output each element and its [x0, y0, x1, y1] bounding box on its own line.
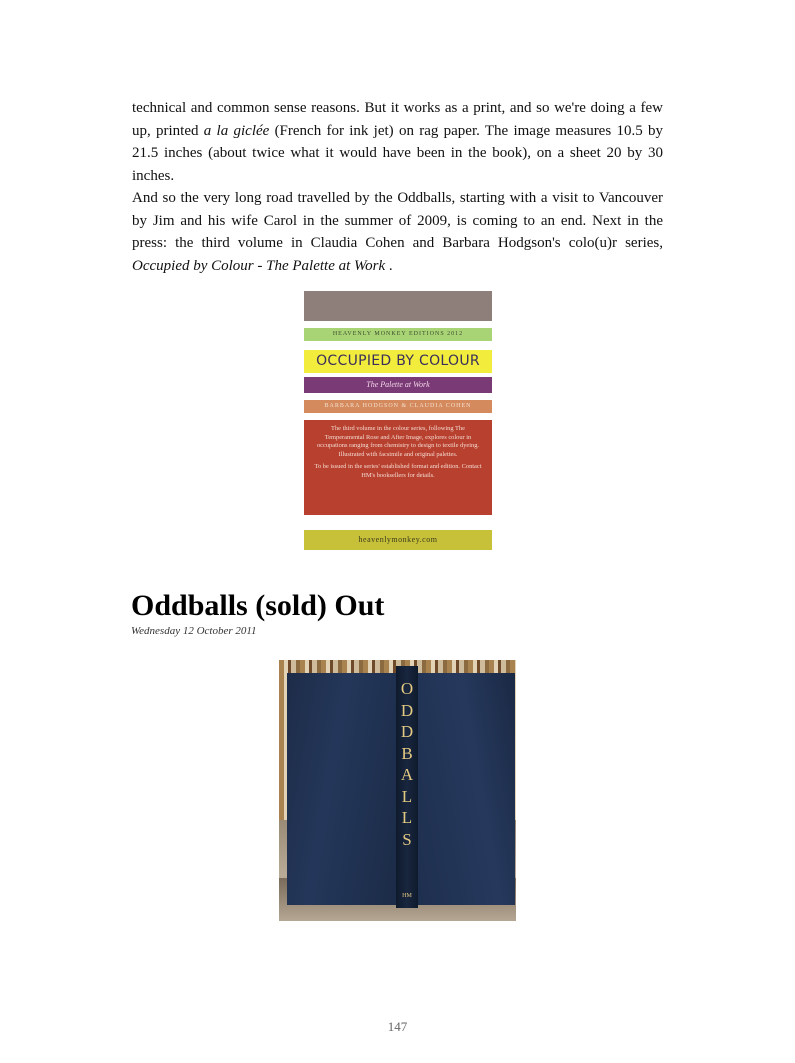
post-title: Oddballs (sold) Out — [131, 589, 385, 622]
book-spine — [396, 666, 418, 908]
spine-letter: L — [401, 786, 413, 806]
cover-band-grey — [304, 291, 492, 321]
p1-emphasis: a la giclée — [203, 122, 270, 139]
cover-authors: BARBARA HODGSON & CLAUDIA COHEN — [324, 403, 472, 409]
page-number: 147 — [387, 1019, 408, 1034]
cover-band-red — [304, 420, 492, 515]
cover-band-orange — [304, 400, 492, 413]
spine-letter: S — [402, 829, 412, 849]
cover-publisher-line: HEAVENLY MONKEY EDITIONS 2012 — [332, 331, 464, 337]
spine-letter: O — [400, 679, 414, 698]
cover-blurb-1: The third volume in the colour series, following The Temperamental Rose and After Image, explores colour in occupations ranging from chemistry to design to textile dyeing. Illustrated with facsimile and original palettes. — [316, 425, 480, 458]
cover-band-olive — [304, 530, 492, 550]
cover-blurb — [304, 420, 492, 481]
cover-band-purple — [304, 377, 492, 393]
spine-letter: D — [400, 700, 414, 720]
cover-band-green — [304, 328, 492, 341]
p2-emphasis-book-title: Occupied by Colour - The Palette at Work — [132, 257, 386, 274]
cover-title: OCCUPIED BY COLOUR — [316, 353, 480, 369]
occupied-by-colour-cover-image — [304, 291, 492, 550]
book-front-board — [287, 673, 398, 905]
cover-url: heavenlymonkey.com — [358, 535, 438, 544]
p2-text-b: . — [385, 257, 393, 274]
spine-letter: L — [401, 808, 413, 827]
book-back-board — [417, 673, 515, 905]
body-paragraph-1 — [132, 97, 663, 187]
cover-subtitle: The Palette at Work — [366, 380, 430, 389]
spine-letter: D — [400, 722, 414, 741]
p1-text-a: technical and common sense reasons. But it works as a print, and so we're doing a few up, printed — [132, 100, 663, 139]
post-date: Wednesday 12 October 2011 — [131, 625, 257, 637]
oddballs-book-photo — [279, 660, 516, 921]
spine-publisher-mark: HM — [402, 893, 412, 899]
spine-lettering — [396, 678, 418, 850]
cover-blurb-2: To be issued in the series' established format and edition. Contact HM's booksellers for details. — [314, 463, 482, 479]
p1-text-b: (French for ink jet) on rag paper. The image measures 10.5 by 21.5 inches (about twice what it would have been in the book), on a sheet 20 by 30 inches. — [132, 122, 663, 184]
spine-letter: B — [401, 743, 413, 763]
p2-text-a: And so the very long road travelled by the Oddballs, starting with a visit to Vancouver by Jim and his wife Carol in the summer of 2009, is coming to an end. Next in the press: the third volume in Claudia Cohen and Barbara Hodgson's colo(u)r series, — [132, 190, 663, 251]
body-paragraph-2 — [132, 187, 663, 277]
spine-letter: A — [400, 765, 414, 784]
cover-band-yellow — [304, 350, 492, 373]
